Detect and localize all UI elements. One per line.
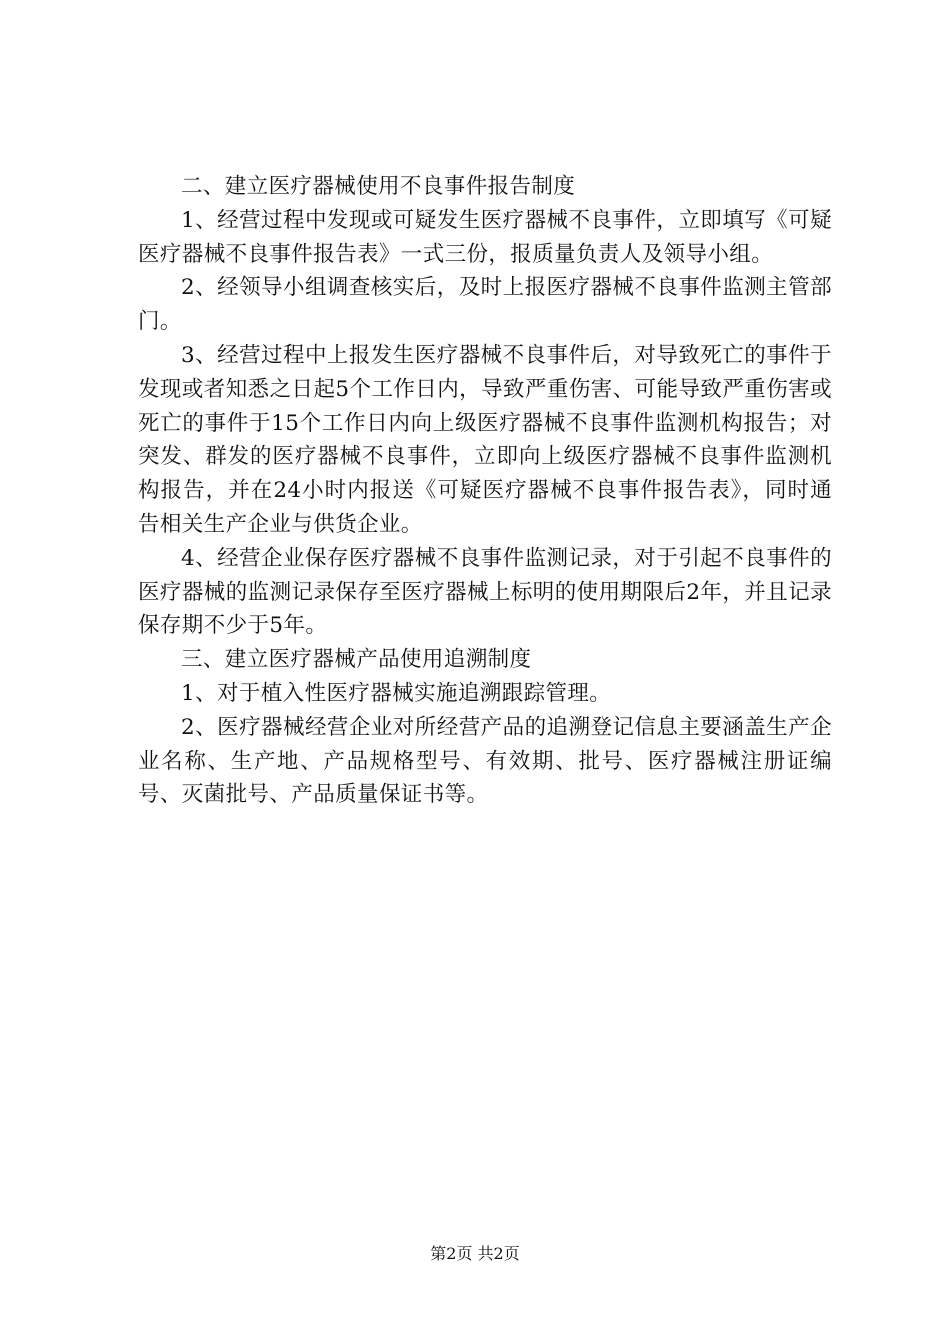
- paragraph-item-3: 3、经营过程中上报发生医疗器械不良事件后，对导致死亡的事件于发现或者知悉之日起5个工作日内，导致严重伤害、可能导致严重伤害或死亡的事件于15个工作日内向上级医疗器械不良事件监测机构报告；对突发、群发的医疗器械不良事件，立即向上级医疗器械不良事件监测机构报告，并在24小时内报送《可疑医疗器械不良事件报告表》，同时通告相关生产企业与供货企业。: [138, 342, 832, 537]
- section-heading-2: 二、建立医疗器械使用不良事件报告制度: [181, 174, 576, 199]
- paragraph-item-4: 4、经营企业保存医疗器械不良事件监测记录，对于引起不良事件的医疗器械的监测记录保存至医疗器械上标明的使用期限后2年，并且记录保存期不少于5年。: [138, 545, 832, 639]
- document-body: [138, 170, 832, 812]
- page-number-footer: 第2页 共2页: [430, 1244, 520, 1263]
- paragraph-item-2: 2、经领导小组调查核实后，及时上报医疗器械不良事件监测主管部门。: [138, 275, 832, 335]
- paragraph-item-1: 1、经营过程中发现或可疑发生医疗器械不良事件，立即填写《可疑医疗器械不良事件报告表》一式三份，报质量负责人及领导小组。: [138, 207, 832, 267]
- paragraph-item-6: 2、医疗器械经营企业对所经营产品的追溯登记信息主要涵盖生产企业名称、生产地、产品规格型号、有效期、批号、医疗器械注册证编号、灭菌批号、产品质量保证书等。: [138, 714, 832, 808]
- paragraph-item-5: 1、对于植入性医疗器械实施追溯跟踪管理。: [181, 680, 612, 706]
- section-heading-3: 三、建立医疗器械产品使用追溯制度: [181, 647, 532, 673]
